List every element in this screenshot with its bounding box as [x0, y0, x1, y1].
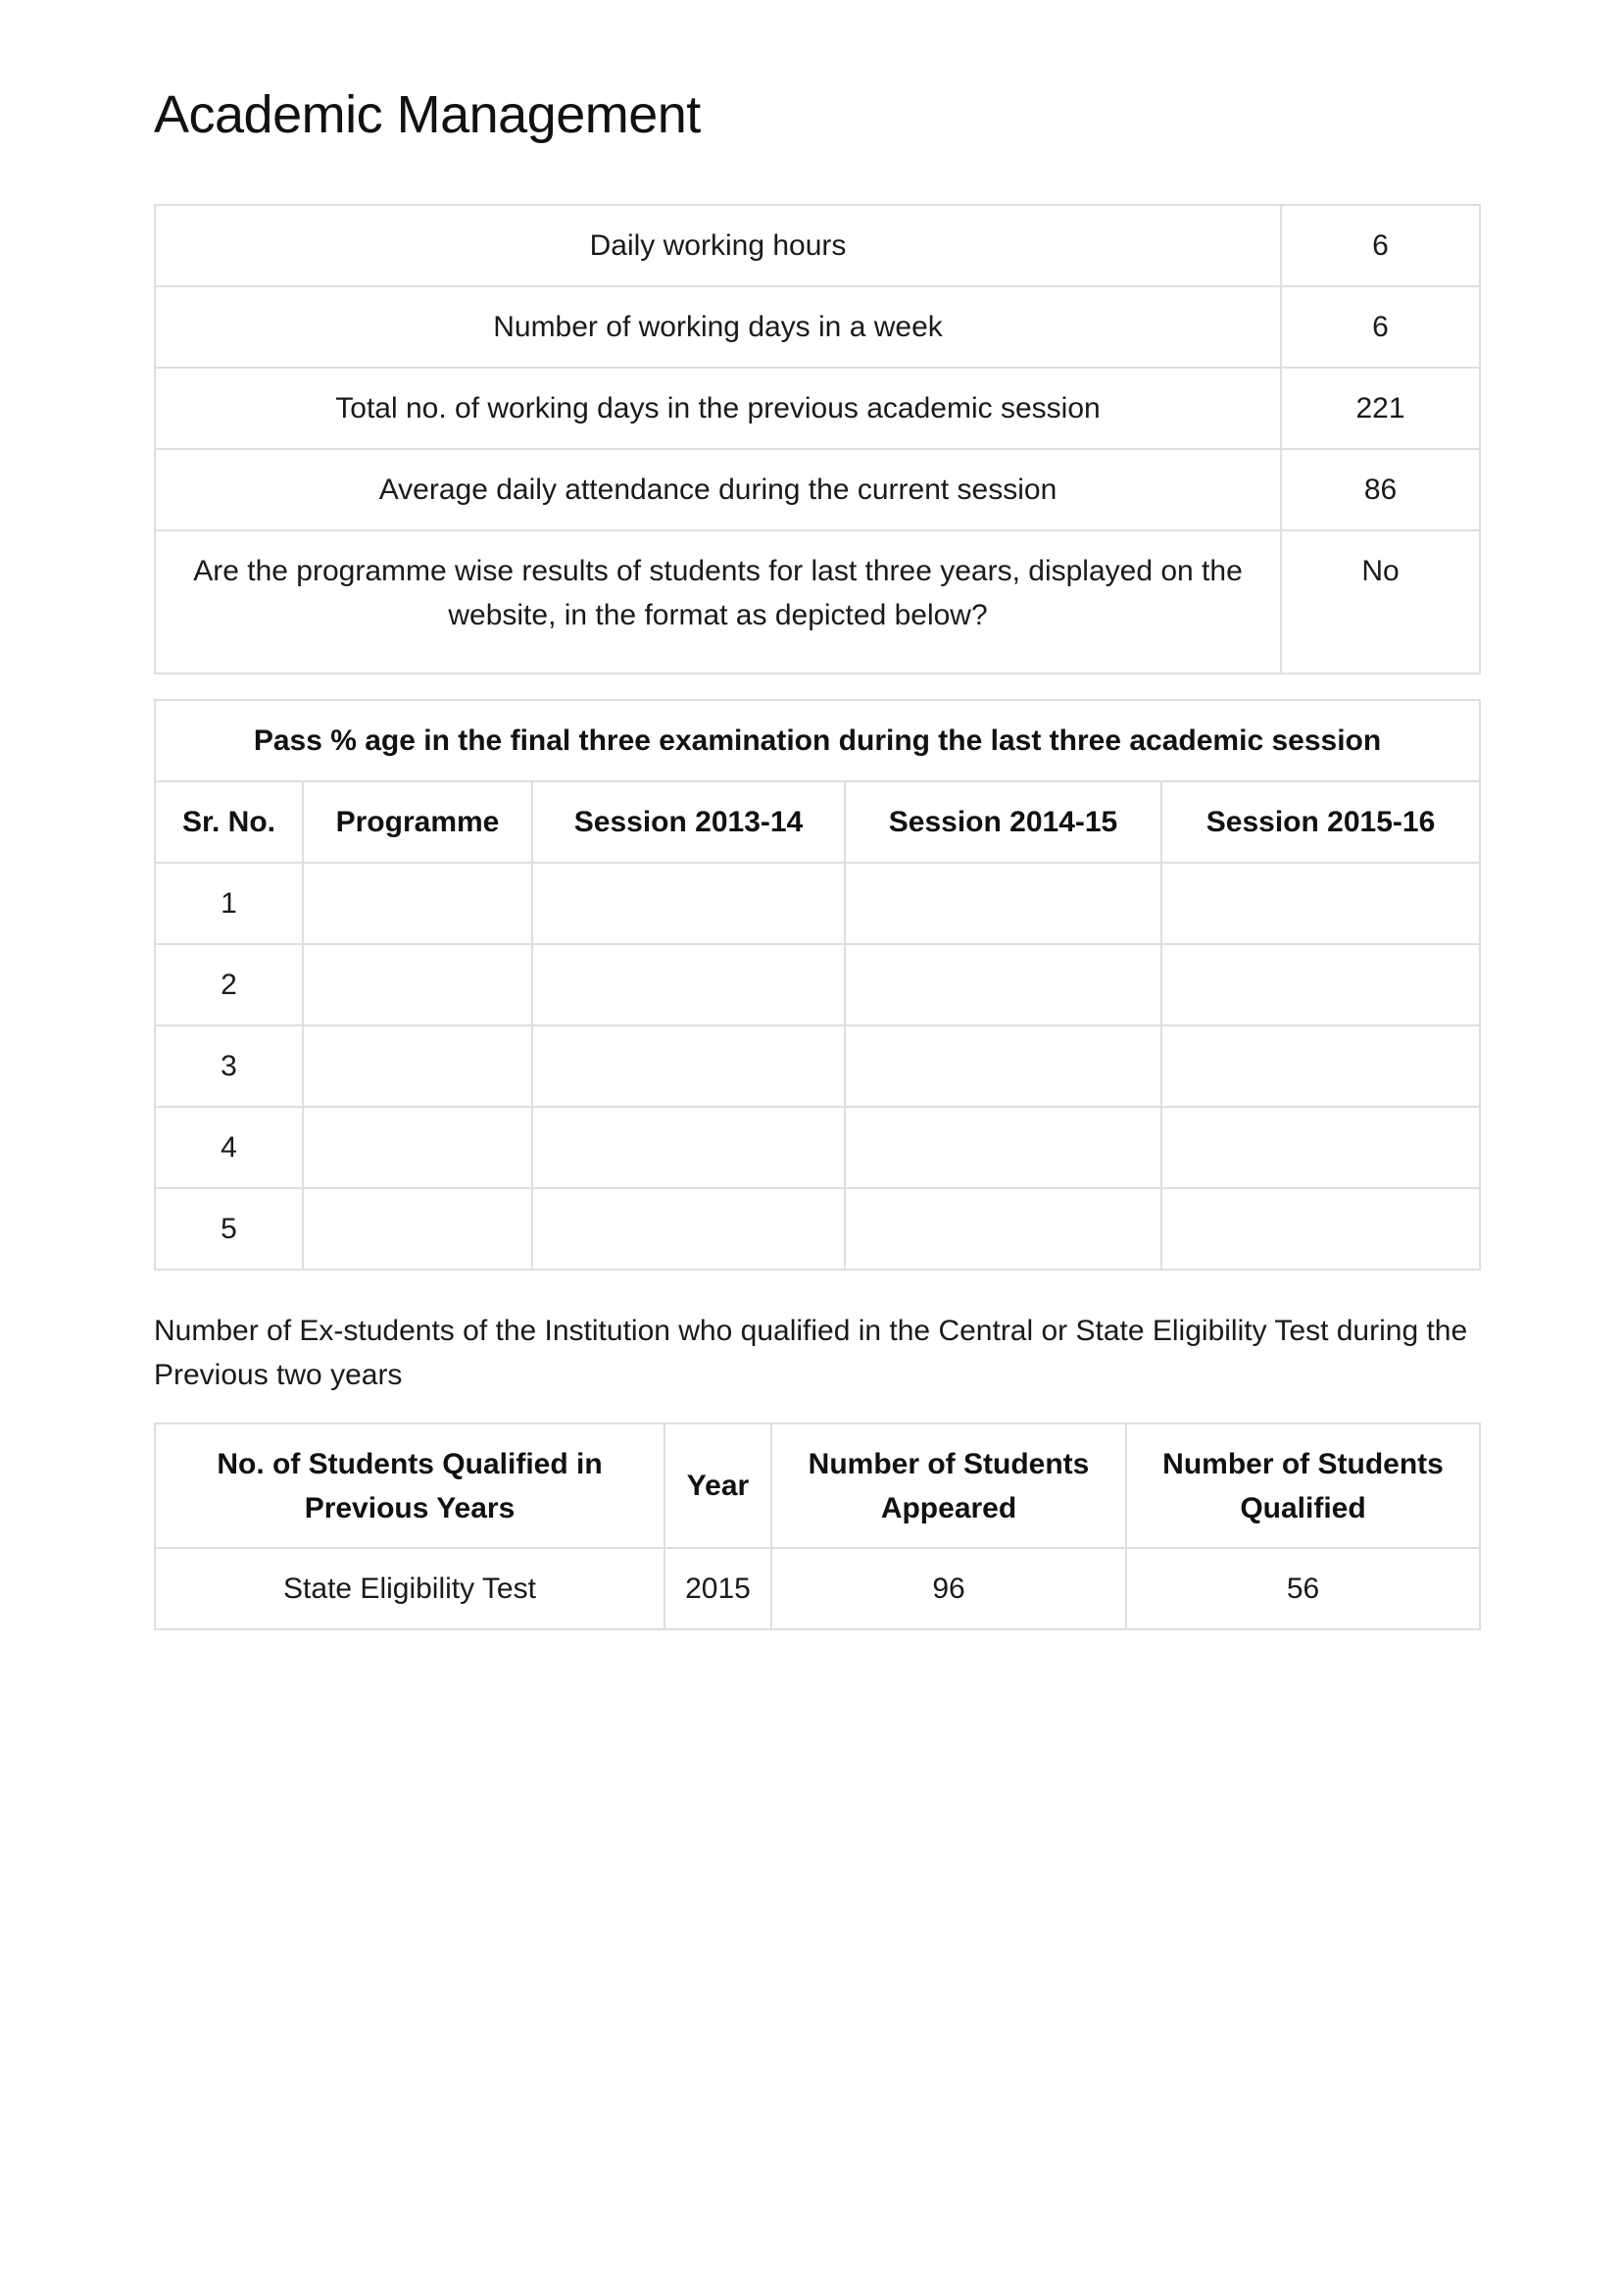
cell: [1161, 944, 1480, 1025]
table-header-row: [155, 781, 1480, 863]
column-header: Session 2014-15: [845, 781, 1161, 863]
column-header: Session 2015-16: [1161, 781, 1480, 863]
column-header: Sr. No.: [155, 781, 303, 863]
cell: [532, 1107, 845, 1188]
ex-students-table: [154, 1423, 1481, 1630]
cell: 3: [155, 1025, 303, 1107]
pass-percentage-table: [154, 699, 1481, 1271]
page-title: Academic Management: [154, 85, 701, 144]
cell: 96: [771, 1548, 1126, 1629]
cell: [1161, 863, 1480, 944]
cell: 2: [155, 944, 303, 1025]
row-label: Average daily attendance during the current session: [155, 449, 1281, 530]
cell: [303, 1107, 532, 1188]
column-header: Number of Students Qualified: [1126, 1423, 1480, 1548]
table-row: [155, 863, 1480, 944]
row-value: 6: [1281, 205, 1480, 286]
cell: [845, 1107, 1161, 1188]
table-row: [155, 1107, 1480, 1188]
cell: [532, 944, 845, 1025]
cell: 56: [1126, 1548, 1480, 1629]
cell: [1161, 1107, 1480, 1188]
table-row: [155, 530, 1480, 674]
cell: [303, 1188, 532, 1270]
table-row: [155, 449, 1480, 530]
table-header-row: [155, 1423, 1480, 1548]
cell: [532, 1025, 845, 1107]
row-label: Are the programme wise results of students for last three years, displayed on the website, in the format as depicted below?: [155, 530, 1281, 674]
summary-table: [154, 204, 1481, 674]
row-value: 86: [1281, 449, 1480, 530]
row-value: 6: [1281, 286, 1480, 368]
row-value: No: [1281, 530, 1480, 674]
cell: 1: [155, 863, 303, 944]
column-header: Session 2013-14: [532, 781, 845, 863]
column-header: Programme: [303, 781, 532, 863]
table-row: [155, 1548, 1480, 1629]
cell: [532, 1188, 845, 1270]
table-caption: Pass % age in the final three examination during the last three academic session: [155, 700, 1480, 781]
column-header: Year: [664, 1423, 771, 1548]
row-label: Total no. of working days in the previous academic session: [155, 368, 1281, 449]
table-row: [155, 286, 1480, 368]
table-caption-row: [155, 700, 1480, 781]
column-header: Number of Students Appeared: [771, 1423, 1126, 1548]
table-row: [155, 1025, 1480, 1107]
cell: [845, 863, 1161, 944]
table-row: [155, 205, 1480, 286]
row-value: 221: [1281, 368, 1480, 449]
row-label: Daily working hours: [155, 205, 1281, 286]
cell: [1161, 1188, 1480, 1270]
row-label: Number of working days in a week: [155, 286, 1281, 368]
table-row: [155, 368, 1480, 449]
cell: [845, 944, 1161, 1025]
cell: [303, 863, 532, 944]
table-row: [155, 944, 1480, 1025]
table-row: [155, 1188, 1480, 1270]
cell: [1161, 1025, 1480, 1107]
cell: State Eligibility Test: [155, 1548, 664, 1629]
cell: 5: [155, 1188, 303, 1270]
cell: [303, 944, 532, 1025]
column-header: No. of Students Qualified in Previous Years: [155, 1423, 664, 1548]
cell: [303, 1025, 532, 1107]
cell: 4: [155, 1107, 303, 1188]
cell: 2015: [664, 1548, 771, 1629]
cell: [845, 1025, 1161, 1107]
cell: [532, 863, 845, 944]
ex-students-intro: Number of Ex-students of the Institution who qualified in the Central or State Eligibility Test during the Previous two years: [154, 1315, 1468, 1391]
cell: [845, 1188, 1161, 1270]
